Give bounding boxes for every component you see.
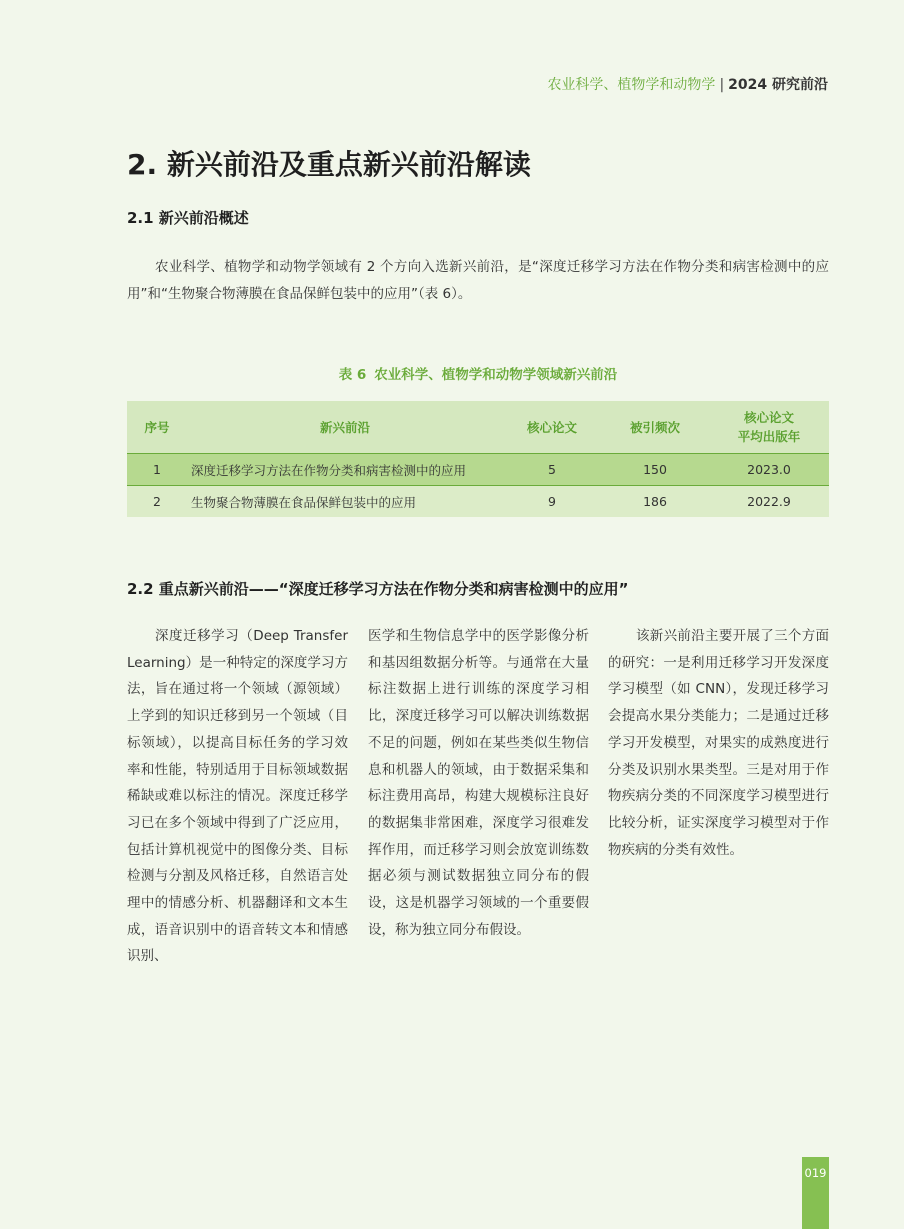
- header-avg-year-line2: 平均出版年: [737, 429, 801, 444]
- body-column-2: 医学和生物信息学中的医学影像分析和基因组数据分析等。与通常在大量标注数据上进行训练的深度学习相比，深度迁移学习可以解决训练数据不足的问题，例如在某些类似生物信息和机器人的领域，由于数据采集和标注费用高昂，构建大规模标注良好的数据集非常困难，深度学习很难发挥作用，而迁移学习则会放宽训练数据必须与测试数据独立同分布的假设，这是机器学习领域的一个重要假设，称为独立同分布假设。: [368, 628, 589, 938]
- header-avg-year: [709, 401, 829, 454]
- subsection-2-1-title: 2.1 新兴前沿概述: [127, 209, 249, 227]
- cell-avg-year: 2022.9: [709, 486, 829, 518]
- header-name: 新兴前沿: [187, 401, 503, 454]
- table-row: [127, 486, 829, 518]
- cell-index: 2: [127, 486, 187, 518]
- cell-index: 1: [127, 454, 187, 486]
- header-separator: |: [719, 77, 725, 93]
- emerging-fronts-table: [127, 401, 829, 517]
- table-row: [127, 454, 829, 486]
- body-column-1: 深度迁移学习（Deep Transfer Learning）是一种特定的深度学习方法，旨在通过将一个领域（源领域）上学到的知识迁移到另一个领域（目标领域），以提高目标任务的学习效率和性能，特别适用于目标领域数据稀缺或难以标注的情况。深度迁移学习已在多个领域中得到了广泛应用，包括计算机视觉中的图像分类、目标检测与分割及风格迁移，自然语言处理中的情感分析、机器翻译和文本生成，语音识别中的语音转文本和情感识别、: [127, 628, 348, 965]
- cell-core-papers: 5: [503, 454, 601, 486]
- header-core-papers: 核心论文: [503, 401, 601, 454]
- body-column-3: 该新兴前沿主要开展了三个方面的研究：一是利用迁移学习开发深度学习模型（如 CNN），发现迁移学习会提高水果分类能力；二是通过迁移学习开发模型，对果实的成熟度进行分类及识别水果类型。三是对用于作物疾病分类的不同深度学习模型进行比较分析，证实深度学习模型对于作物疾病的分类有效性。: [608, 628, 829, 858]
- header-citations: 被引频次: [601, 401, 709, 454]
- table-header-row: [127, 401, 829, 454]
- cell-citations: 150: [601, 454, 709, 486]
- subsection-2-1-paragraph: 农业科学、植物学和动物学领域有 2 个方向入选新兴前沿，是“深度迁移学习方法在作物分类和病害检测中的应用”和“生物聚合物薄膜在食品保鲜包装中的应用”（表 6）。: [127, 259, 829, 302]
- header-index: 序号: [127, 401, 187, 454]
- table-caption: [127, 363, 829, 383]
- header-field: 农业科学、植物学和动物学: [547, 77, 716, 93]
- cell-name: 深度迁移学习方法在作物分类和病害检测中的应用: [187, 454, 503, 486]
- subsection-2-2-title: 2.2 重点新兴前沿——“深度迁移学习方法在作物分类和病害检测中的应用”: [127, 580, 629, 598]
- section-title: 2. 新兴前沿及重点新兴前沿解读: [127, 148, 531, 181]
- cell-citations: 186: [601, 486, 709, 518]
- page-number-tab: [802, 1157, 829, 1229]
- cell-core-papers: 9: [503, 486, 601, 518]
- table-caption-text: 农业科学、植物学和动物学领域新兴前沿: [374, 367, 618, 383]
- page-number: 019: [804, 1166, 827, 1180]
- cell-avg-year: 2023.0: [709, 454, 829, 486]
- header-avg-year-line1: 核心论文: [743, 410, 794, 425]
- cell-name: 生物聚合物薄膜在食品保鲜包装中的应用: [187, 486, 503, 518]
- running-header: [547, 74, 828, 94]
- table-caption-number: 表 6: [338, 367, 367, 383]
- header-report: 2024 研究前沿: [728, 77, 828, 93]
